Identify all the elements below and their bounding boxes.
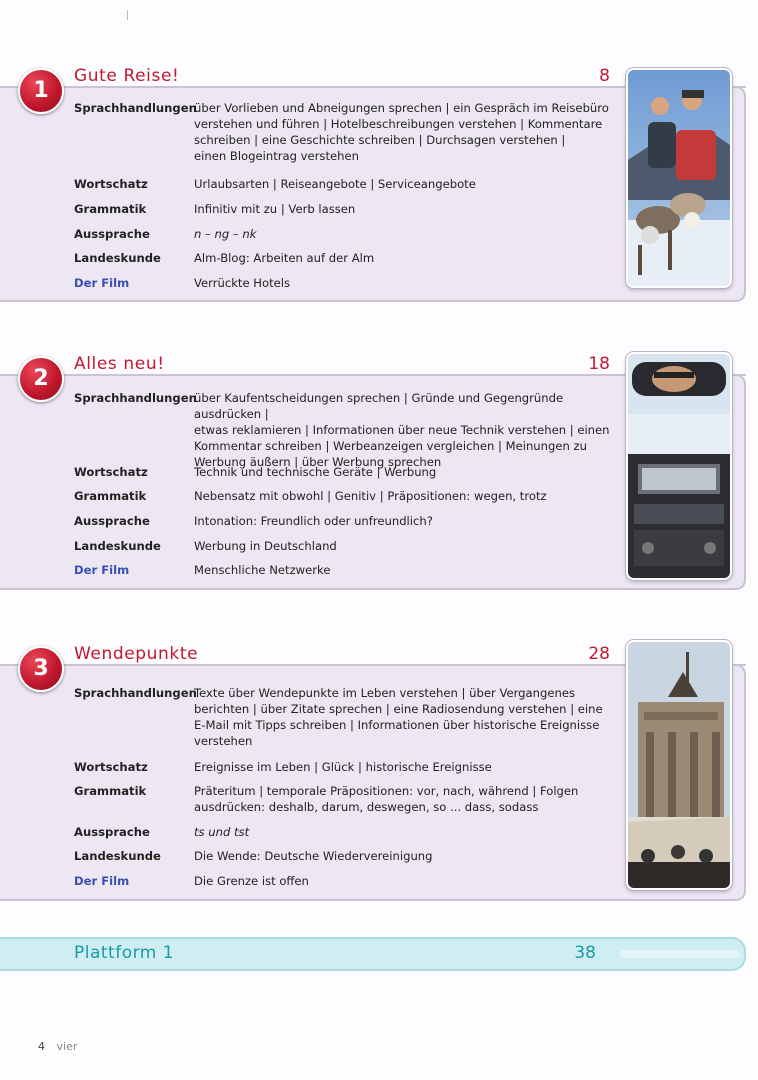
row-content: Menschliche Netzwerke bbox=[194, 563, 331, 577]
row-label: Wortschatz bbox=[74, 465, 148, 479]
row-label: Sprachhandlungen bbox=[74, 391, 197, 405]
unit-2 bbox=[0, 348, 758, 593]
row-line: Präteritum | temporale Präpositionen: vor, nach, während | Folgen bbox=[194, 784, 579, 798]
footer-page-number: 4 bbox=[38, 1040, 45, 1053]
unit-photo-dog-sled bbox=[626, 68, 732, 288]
row-line: verstehen und führen | Hotelbeschreibungen verstehen | Kommentare bbox=[194, 117, 603, 131]
row-label: Grammatik bbox=[74, 784, 147, 798]
row-content: n – ng – nk bbox=[194, 227, 257, 241]
row-line: etwas reklamieren | Informationen über neue Technik verstehen | einen bbox=[194, 423, 610, 437]
row-label: Aussprache bbox=[74, 825, 150, 839]
unit-title: Wendepunkte bbox=[74, 644, 199, 664]
row-content: Alm-Blog: Arbeiten auf der Alm bbox=[194, 251, 375, 265]
row-line: Kommentar schreiben | Werbeanzeigen vergleichen | Meinungen zu bbox=[194, 439, 587, 453]
row-line: verstehen bbox=[194, 734, 253, 748]
row-label: Wortschatz bbox=[74, 760, 148, 774]
plattform-title: Plattform 1 bbox=[74, 943, 175, 963]
row-content: Verrückte Hotels bbox=[194, 276, 291, 290]
footer-page-word: vier bbox=[56, 1040, 78, 1053]
row-label: Sprachhandlungen bbox=[74, 686, 197, 700]
row-content: Infinitiv mit zu | Verb lassen bbox=[194, 202, 356, 216]
unit-photo-brandenburg-gate bbox=[626, 640, 732, 890]
row-line: über Vorlieben und Abneigungen sprechen | ein Gespräch im Reisebüro bbox=[194, 101, 609, 115]
row-label: Landeskunde bbox=[74, 539, 161, 553]
page-footer bbox=[38, 1040, 85, 1053]
row-line: E-Mail mit Tipps schreiben | Informationen über historische Ereignisse bbox=[194, 718, 600, 732]
row-content: Die Grenze ist offen bbox=[194, 874, 309, 888]
row-label: Der Film bbox=[74, 276, 130, 290]
row-content bbox=[194, 783, 614, 815]
row-label: Der Film bbox=[74, 563, 130, 577]
row-label: Der Film bbox=[74, 874, 130, 888]
row-content: ts und tst bbox=[194, 825, 250, 839]
row-label: Grammatik bbox=[74, 202, 147, 216]
unit-number-badge: 3 bbox=[18, 646, 64, 692]
row-line: über Kaufentscheidungen sprechen | Gründe und Gegengründe ausdrücken | bbox=[194, 391, 564, 421]
unit-number-badge: 2 bbox=[18, 356, 64, 402]
plattform-decor-strip bbox=[620, 950, 740, 958]
row-line: Werbung äußern | über Werbung sprechen bbox=[194, 455, 442, 469]
unit-number-badge: 1 bbox=[18, 68, 64, 114]
row-content bbox=[194, 685, 614, 749]
unit-3 bbox=[0, 638, 758, 904]
row-content bbox=[194, 390, 614, 470]
row-line: ausdrücken: deshalb, darum, deswegen, so ... dass, sodass bbox=[194, 800, 539, 814]
unit-1 bbox=[0, 60, 758, 305]
unit-page-number: 8 bbox=[599, 66, 610, 86]
row-line: Texte über Wendepunkte im Leben verstehen | über Vergangenes bbox=[194, 686, 575, 700]
row-content: Technik und technische Geräte | Werbung bbox=[194, 465, 437, 479]
row-content: Ereignisse im Leben | Glück | historische Ereignisse bbox=[194, 760, 492, 774]
row-line: berichten | über Zitate sprechen | eine Radiosendung verstehen | eine bbox=[194, 702, 603, 716]
row-content: Nebensatz mit obwohl | Genitiv | Präpositionen: wegen, trotz bbox=[194, 489, 547, 503]
unit-title: Alles neu! bbox=[74, 354, 165, 374]
row-label: Wortschatz bbox=[74, 177, 148, 191]
row-label: Sprachhandlungen bbox=[74, 101, 197, 115]
row-line: schreiben | eine Geschichte schreiben | Durchsagen verstehen | bbox=[194, 133, 566, 147]
row-line: einen Blogeintrag verstehen bbox=[194, 149, 359, 163]
row-label: Grammatik bbox=[74, 489, 147, 503]
row-label: Landeskunde bbox=[74, 251, 161, 265]
row-label: Landeskunde bbox=[74, 849, 161, 863]
row-content: Die Wende: Deutsche Wiedervereinigung bbox=[194, 849, 433, 863]
row-content bbox=[194, 100, 614, 164]
unit-photo-car-dashboard bbox=[626, 352, 732, 580]
unit-title: Gute Reise! bbox=[74, 66, 180, 86]
row-content: Intonation: Freundlich oder unfreundlich? bbox=[194, 514, 433, 528]
plattform-banner bbox=[0, 937, 746, 971]
row-content: Urlaubsarten | Reiseangebote | Serviceangebote bbox=[194, 177, 476, 191]
row-label: Aussprache bbox=[74, 514, 150, 528]
plattform-page-number: 38 bbox=[574, 943, 596, 963]
row-content: Werbung in Deutschland bbox=[194, 539, 337, 553]
crop-mark bbox=[127, 10, 128, 20]
row-label: Aussprache bbox=[74, 227, 150, 241]
unit-page-number: 28 bbox=[588, 644, 610, 664]
unit-page-number: 18 bbox=[588, 354, 610, 374]
